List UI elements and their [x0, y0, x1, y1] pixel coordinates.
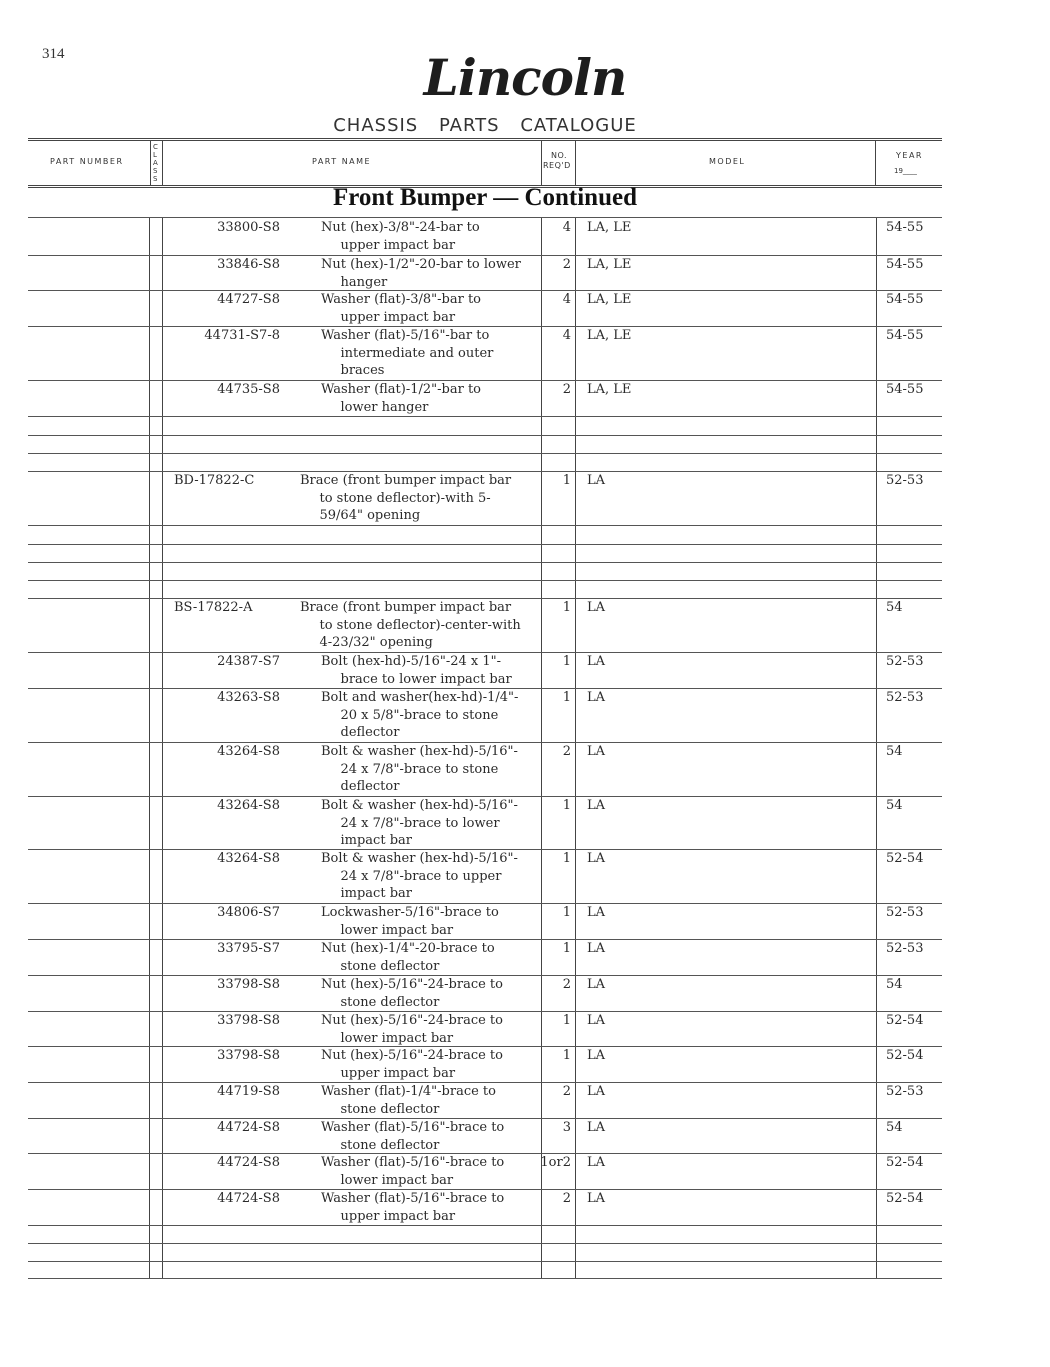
- quantity: 2: [562, 1191, 571, 1206]
- quantity: 1: [562, 600, 571, 615]
- part-number: 44724-S8: [217, 1191, 280, 1206]
- model: LA, LE: [587, 292, 632, 307]
- quantity: 2: [562, 382, 571, 397]
- quantity: 4: [562, 292, 571, 307]
- catalogue-title: CHASSIS PARTS CATALOGUE: [333, 115, 637, 136]
- model: LA: [587, 690, 606, 705]
- header-reqd: REQ'D: [543, 161, 571, 170]
- part-number: 44731-S7-8: [204, 328, 280, 343]
- model: LA: [587, 798, 606, 813]
- quantity: 4: [562, 220, 571, 235]
- part-name: Lockwasher-5/16"-brace to lower impact bar: [321, 905, 499, 938]
- model: LA: [587, 977, 606, 992]
- quantity: 1: [562, 473, 571, 488]
- quantity: 3: [562, 1120, 571, 1135]
- header-part-number: PART NUMBER: [50, 157, 124, 166]
- year: 52-54: [886, 1191, 924, 1206]
- quantity: 1: [562, 1013, 571, 1028]
- model: LA: [587, 1013, 606, 1028]
- part-name: Bolt & washer (hex-hd)-5/16"- 24 x 7/8"-brace to stone deflector: [321, 744, 518, 794]
- year: 52-54: [886, 1048, 924, 1063]
- year: 54-55: [886, 257, 924, 272]
- part-name: Bolt (hex-hd)-5/16"-24 x 1"- brace to lower impact bar: [321, 654, 512, 687]
- part-name: Washer (flat)-5/16"-bar to intermediate and outer braces: [321, 328, 494, 378]
- year: 54: [886, 977, 903, 992]
- part-name: Nut (hex)-5/16"-24-brace to upper impact bar: [321, 1048, 503, 1081]
- part-name: Bolt & washer (hex-hd)-5/16"- 24 x 7/8"-brace to lower impact bar: [321, 798, 518, 848]
- part-name: Nut (hex)-5/16"-24-brace to stone deflector: [321, 977, 503, 1010]
- part-number: 44735-S8: [217, 382, 280, 397]
- year: 52-53: [886, 690, 924, 705]
- quantity: 1: [562, 941, 571, 956]
- part-name: Bolt & washer (hex-hd)-5/16"- 24 x 7/8"-brace to upper impact bar: [321, 851, 518, 901]
- quantity: 2: [562, 1084, 571, 1099]
- part-name: Washer (flat)-5/16"-brace to upper impact bar: [321, 1191, 505, 1224]
- part-number: 33798-S8: [217, 1048, 280, 1063]
- model: LA, LE: [587, 382, 632, 397]
- part-name: Nut (hex)-1/4"-20-brace to stone deflector: [321, 941, 495, 974]
- part-number: 34806-S7: [217, 905, 280, 920]
- quantity: 1: [562, 851, 571, 866]
- year: 52-53: [886, 1084, 924, 1099]
- model: LA: [587, 941, 606, 956]
- quantity: 1: [562, 654, 571, 669]
- section-title: Front Bumper — Continued: [333, 184, 637, 211]
- part-number: 44724-S8: [217, 1120, 280, 1135]
- page-number: 314: [42, 46, 65, 62]
- part-name: Nut (hex)-3/8"-24-bar to upper impact bar: [321, 220, 480, 253]
- quantity: 2: [562, 257, 571, 272]
- part-name: Bolt and washer(hex-hd)-1/4"- 20 x 5/8"-brace to stone deflector: [321, 690, 519, 740]
- model: LA, LE: [587, 328, 632, 343]
- model: LA: [587, 473, 606, 488]
- quantity: 2: [562, 744, 571, 759]
- model: LA, LE: [587, 220, 632, 235]
- model: LA: [587, 1155, 606, 1170]
- part-name: Washer (flat)-5/16"-brace to stone deflector: [321, 1120, 505, 1153]
- part-number: 44719-S8: [217, 1084, 280, 1099]
- part-name: Brace (front bumper impact bar to stone deflector)-with 5- 59/64" opening: [300, 473, 512, 523]
- header-year-prefix: 19____: [894, 167, 917, 175]
- header-year: YEAR: [896, 151, 923, 160]
- year: 52-53: [886, 941, 924, 956]
- quantity: 1: [562, 1048, 571, 1063]
- model: LA: [587, 905, 606, 920]
- part-number: 43264-S8: [217, 798, 280, 813]
- part-name: Washer (flat)-3/8"-bar to upper impact bar: [321, 292, 482, 325]
- year: 54: [886, 798, 903, 813]
- model: LA: [587, 744, 606, 759]
- year: 54: [886, 600, 903, 615]
- part-number: 43264-S8: [217, 744, 280, 759]
- part-number: 33795-S7: [217, 941, 280, 956]
- header-class: C L A S S: [153, 143, 158, 183]
- part-number: 44727-S8: [217, 292, 280, 307]
- year: 54-55: [886, 382, 924, 397]
- part-number: 33798-S8: [217, 977, 280, 992]
- year: 54: [886, 1120, 903, 1135]
- part-number: 24387-S7: [217, 654, 280, 669]
- quantity: 4: [562, 328, 571, 343]
- year: 52-53: [886, 654, 924, 669]
- part-number: 33798-S8: [217, 1013, 280, 1028]
- year: 52-53: [886, 905, 924, 920]
- part-number: 33846-S8: [217, 257, 280, 272]
- quantity: 2: [562, 977, 571, 992]
- header-part-name: PART NAME: [312, 157, 372, 166]
- model: LA: [587, 654, 606, 669]
- part-number: 43264-S8: [217, 851, 280, 866]
- part-number: 44724-S8: [217, 1155, 280, 1170]
- quantity: 1or2: [540, 1155, 571, 1170]
- part-name: Washer (flat)-1/4"-brace to stone deflector: [321, 1084, 496, 1117]
- header-no: NO.: [551, 151, 567, 160]
- part-number: 33800-S8: [217, 220, 280, 235]
- model: LA: [587, 1120, 606, 1135]
- part-number: 43263-S8: [217, 690, 280, 705]
- quantity: 1: [562, 905, 571, 920]
- header-model: MODEL: [709, 157, 746, 166]
- year: 54-55: [886, 328, 924, 343]
- brand-logo: Lincoln: [423, 48, 627, 107]
- year: 52-53: [886, 473, 924, 488]
- part-number: BS-17822-A: [174, 600, 253, 615]
- model: LA, LE: [587, 257, 632, 272]
- year: 52-54: [886, 851, 924, 866]
- year: 52-54: [886, 1155, 924, 1170]
- part-name: Washer (flat)-1/2"-bar to lower hanger: [321, 382, 482, 415]
- model: LA: [587, 600, 606, 615]
- year: 54-55: [886, 292, 924, 307]
- part-name: Brace (front bumper impact bar to stone deflector)-center-with 4-23/32" opening: [300, 600, 521, 650]
- part-name: Washer (flat)-5/16"-brace to lower impact bar: [321, 1155, 505, 1188]
- part-number: BD-17822-C: [174, 473, 255, 488]
- part-name: Nut (hex)-5/16"-24-brace to lower impact bar: [321, 1013, 503, 1046]
- quantity: 1: [562, 690, 571, 705]
- model: LA: [587, 1048, 606, 1063]
- year: 54-55: [886, 220, 924, 235]
- column-header: [28, 138, 942, 188]
- year: 54: [886, 744, 903, 759]
- model: LA: [587, 1084, 606, 1099]
- part-name: Nut (hex)-1/2"-20-bar to lower hanger: [321, 257, 521, 290]
- model: LA: [587, 851, 606, 866]
- quantity: 1: [562, 798, 571, 813]
- year: 52-54: [886, 1013, 924, 1028]
- model: LA: [587, 1191, 606, 1206]
